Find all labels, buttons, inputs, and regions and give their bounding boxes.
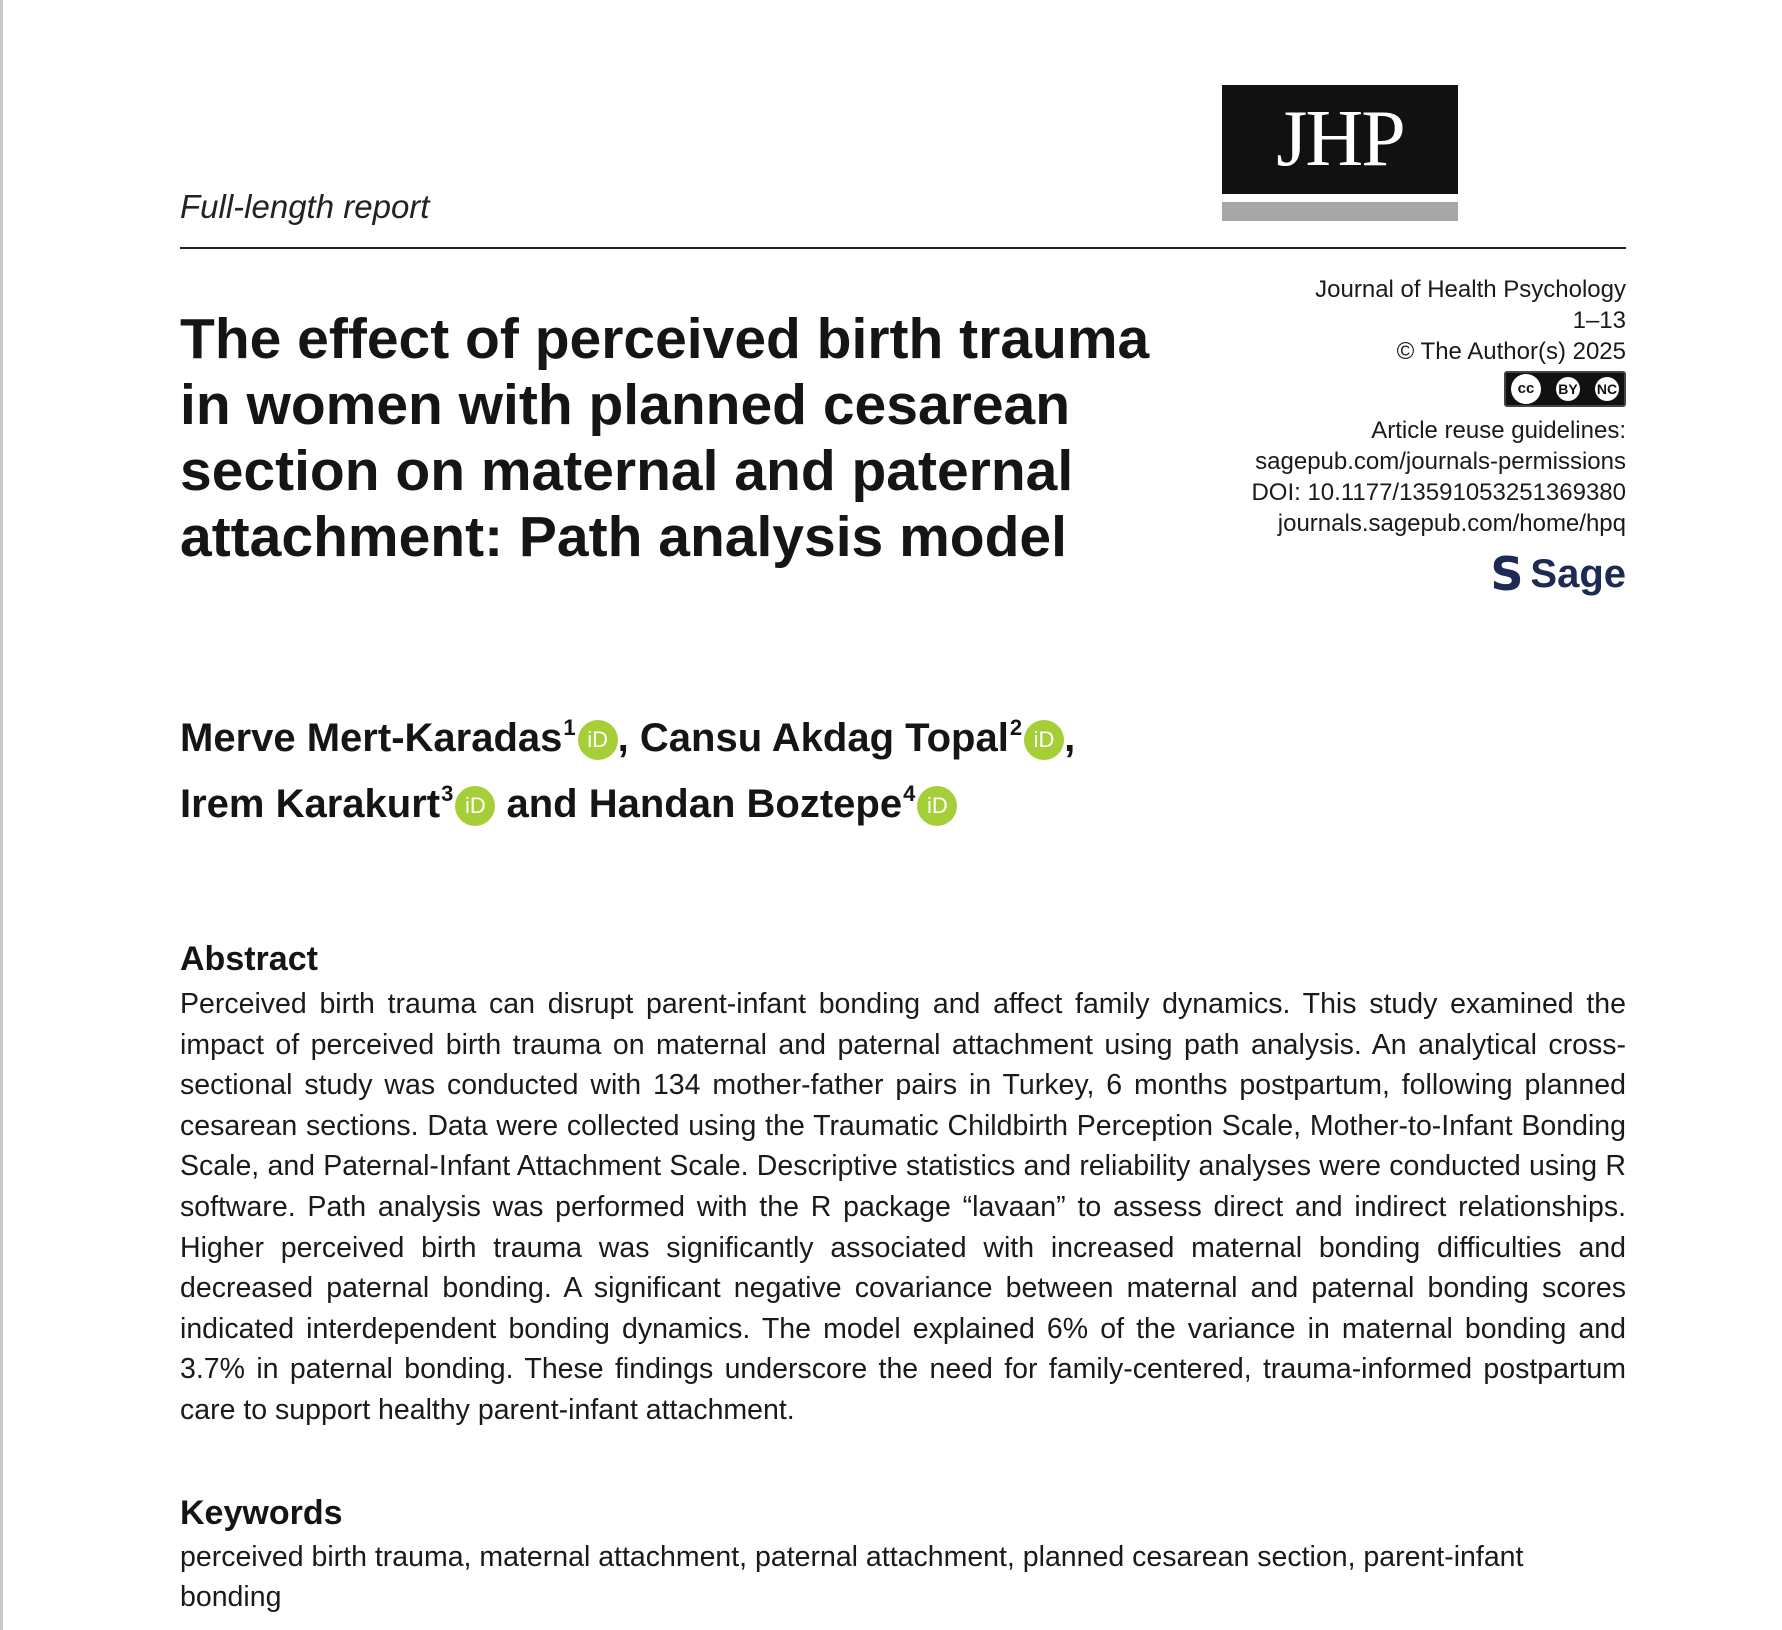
journal-logo: JHP — [1222, 85, 1458, 194]
nc-icon: NC — [1595, 377, 1619, 401]
abstract-heading: Abstract — [180, 940, 318, 978]
header-rule — [180, 247, 1626, 249]
publisher-name: Sage — [1530, 551, 1626, 596]
abstract-text: Perceived birth trauma can disrupt parent-infant bonding and affect family dynamics. This study examined the impact of perceived birth trauma on maternal and paternal attachment using path analysis. An analytical cross-sectional study was conducted with 134 mother-father pairs in Turkey, 6 months postpartum, following planned cesarean sections. Data were collected using the Traumatic Childbirth Perception Scale, Mother-to-Infant Bonding Scale, and Paternal-Infant Attachment Scale. Descriptive statistics and reliability analyses were conducted using R software. Path analysis was performed with the R package “lavaan” to assess direct and indirect relationships. Higher perceived birth trauma was significantly associated with increased maternal bonding difficulties and decreased paternal bonding. A significant negative covariance between maternal and paternal bonding scores indicated interdependent bonding dynamics. The model explained 6% of the variance in maternal bonding and 3.7% in paternal bonding. These findings underscore the need for family-centered, trauma-informed postpartum care to support healthy parent-infant attachment. — [180, 988, 1626, 1426]
affiliation-mark: 3 — [441, 781, 454, 806]
publisher-logo — [1186, 547, 1626, 601]
page-range: 1–13 — [1572, 307, 1626, 334]
orcid-icon[interactable]: iD — [917, 786, 957, 826]
author-separator: , — [1064, 716, 1076, 760]
sage-s-icon: S — [1490, 547, 1524, 601]
keywords-heading: Keywords — [180, 1494, 343, 1532]
article-type: Full-length report — [180, 188, 430, 225]
author-list — [180, 700, 1280, 832]
copyright: © The Author(s) 2025 — [1396, 338, 1626, 365]
reuse-link[interactable]: sagepub.com/journals-permissions — [1255, 448, 1626, 475]
journal-link[interactable]: journals.sagepub.com/home/hpq — [1277, 510, 1626, 537]
journal-logo-bar — [1222, 202, 1458, 221]
affiliation-mark: 2 — [1009, 715, 1023, 740]
author — [180, 716, 618, 760]
author-name: Handan Boztepe — [588, 782, 903, 826]
author — [589, 782, 958, 826]
author-separator: and — [495, 782, 589, 826]
doi[interactable]: DOI: 10.1177/13591053251369380 — [1251, 479, 1626, 506]
author-name: Irem Karakurt — [180, 782, 441, 826]
orcid-icon[interactable]: iD — [1024, 720, 1064, 760]
author — [180, 782, 495, 826]
by-icon: BY — [1556, 377, 1580, 401]
reuse-label: Article reuse guidelines: — [1371, 417, 1626, 444]
keywords-text: perceived birth trauma, maternal attachment, paternal attachment, planned cesarean section, parent-infant bonding — [180, 1541, 1524, 1613]
author-name: Merve Mert-Karadas — [180, 716, 563, 760]
affiliation-mark: 1 — [563, 715, 576, 740]
page-edge — [0, 0, 3, 1630]
author-separator: , — [617, 716, 640, 760]
journal-meta — [1186, 274, 1626, 601]
article-title: The effect of perceived birth trauma in women with planned cesarean section on maternal and paternal attachment: Path analysis model — [180, 307, 1150, 569]
affiliation-mark: 4 — [903, 781, 916, 806]
orcid-icon[interactable]: iD — [455, 786, 495, 826]
author — [640, 716, 1064, 760]
author-name: Cansu Akdag Topal — [639, 716, 1009, 760]
journal-name: Journal of Health Psychology — [1315, 276, 1626, 303]
cc-license-badge[interactable] — [1504, 371, 1626, 407]
cc-icon: cc — [1511, 374, 1541, 404]
orcid-icon[interactable]: iD — [578, 720, 618, 760]
